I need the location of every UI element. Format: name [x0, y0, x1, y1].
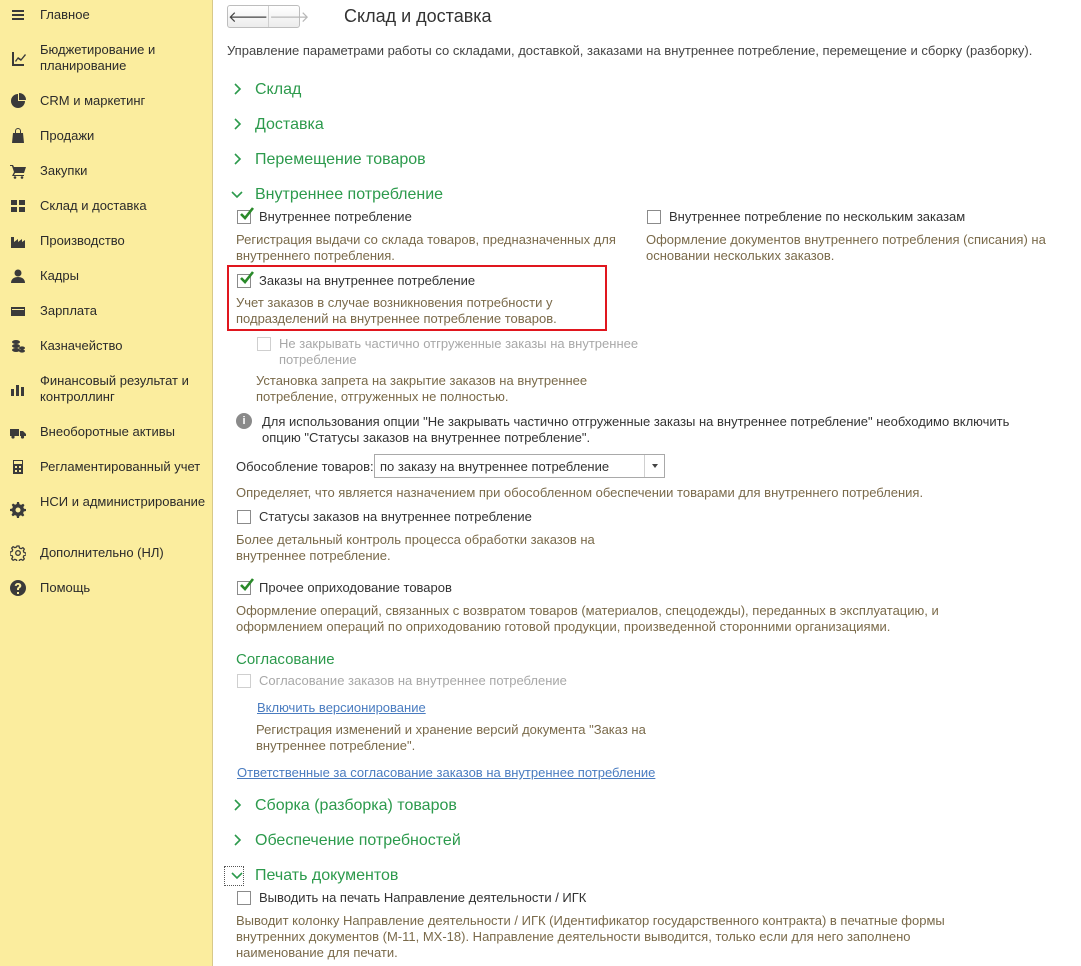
section-title: Внутреннее потребление	[255, 186, 444, 203]
chevron-right-icon	[231, 833, 247, 849]
sidebar-item-label: Бюджетирование и планирование	[40, 42, 156, 73]
isolation-value: по заказу на внутреннее потребление	[380, 459, 610, 474]
internal-orders-hint: Учет заказов в случае возникновения потребности у подразделений на внутреннее потребление товаров.	[236, 295, 557, 326]
chevron-right-icon	[231, 798, 247, 814]
help-icon	[9, 579, 27, 597]
versioning-hint: Регистрация изменений и хранение версий документа "Заказ на внутреннее потребление".	[256, 722, 646, 753]
sidebar-item-label: Внеоборотные активы	[40, 424, 176, 439]
section-printing[interactable]	[231, 867, 398, 885]
budget-icon	[9, 49, 27, 67]
sidebar-item-label: НСИ и администрирование	[40, 494, 206, 509]
section-warehouse[interactable]	[231, 81, 301, 99]
sidebar-item-label: Дополнительно (НЛ)	[40, 545, 164, 560]
history-nav	[227, 5, 310, 28]
forward-button[interactable]	[269, 6, 309, 27]
sidebar-item-fixed-assets[interactable]	[0, 423, 213, 441]
chevron-down-icon	[652, 464, 658, 468]
sidebar-item-purchases[interactable]	[0, 162, 213, 180]
sidebar-item-label: Производство	[40, 233, 125, 248]
checkbox[interactable]	[237, 891, 251, 905]
sidebar	[0, 0, 213, 966]
section-title: Склад	[255, 81, 302, 98]
sidebar-item-salary[interactable]	[0, 302, 213, 320]
section-assembly[interactable]	[231, 797, 457, 815]
sidebar-item-admin[interactable]	[0, 493, 213, 527]
checkbox[interactable]	[237, 210, 251, 224]
chevron-right-icon	[231, 117, 247, 133]
section-title: Обеспечение потребностей	[255, 832, 461, 849]
checkmark-icon	[239, 206, 255, 222]
sidebar-item-help[interactable]	[0, 579, 213, 597]
checkbox[interactable]	[647, 210, 661, 224]
checkbox-label: Статусы заказов на внутреннее потребление	[259, 509, 532, 524]
other-receipt-hint: Оформление операций, связанных с возвратом товаров (материалов, спецодежды), переданных в эксплуатацию, и оформлением операций по оприходованию готовой продукции, произведенной сторонними организациями.	[236, 603, 939, 634]
sidebar-item-hr[interactable]	[0, 267, 213, 285]
checkbox-label: Не закрывать частично отгруженные заказы на внутреннее потребление	[279, 336, 639, 367]
enable-versioning-link[interactable]: Включить версионирование	[257, 700, 426, 715]
isolation-label: Обособление товаров:	[236, 459, 374, 474]
sidebar-item-finance[interactable]	[0, 372, 213, 406]
isolation-hint: Определяет, что является назначением при обособленном обеспечении товарами для внутреннего потребления.	[236, 485, 924, 500]
shopping-bag-icon	[9, 127, 27, 145]
statuses-checkbox[interactable]	[237, 509, 532, 525]
sidebar-item-label: Продажи	[40, 128, 95, 143]
card-icon	[9, 302, 27, 320]
internal-consumption-checkbox[interactable]	[237, 209, 412, 225]
sidebar-item-label: CRM и маркетинг	[40, 93, 146, 108]
checkbox[interactable]	[237, 674, 251, 688]
sidebar-item-regulated[interactable]	[0, 458, 213, 476]
multi-orders-checkbox[interactable]	[647, 209, 965, 225]
sidebar-item-label: Кадры	[40, 268, 79, 283]
checkbox-label: Внутреннее потребление по нескольким заказам	[669, 209, 966, 224]
checkbox[interactable]	[237, 274, 251, 288]
factory-icon	[9, 232, 27, 250]
person-icon	[9, 267, 27, 285]
back-button[interactable]	[228, 6, 269, 27]
chevron-right-icon	[231, 82, 247, 98]
sidebar-item-label: Регламентированный учет	[40, 459, 201, 474]
menu-icon	[9, 6, 27, 24]
cart-icon	[9, 162, 27, 180]
internal-consumption-hint: Регистрация выдачи со склада товаров, предназначенных для внутреннего потребления.	[236, 232, 616, 263]
checkbox[interactable]	[237, 510, 251, 524]
info-icon: i	[236, 413, 252, 429]
main-content	[214, 0, 1081, 966]
no-close-hint: Установка запрета на закрытие заказов на внутреннее потребление, отгруженных не полностью.	[256, 373, 588, 404]
approval-heading: Согласование	[236, 651, 335, 668]
section-title: Сборка (разборка) товаров	[255, 797, 457, 814]
chevron-down-icon	[231, 187, 247, 203]
sidebar-item-warehouse[interactable]	[0, 197, 213, 215]
checkbox-label: Согласование заказов на внутреннее потребление	[259, 673, 567, 688]
sidebar-item-label: Склад и доставка	[40, 198, 147, 213]
section-title: Перемещение товаров	[255, 151, 426, 168]
sidebar-item-label: Помощь	[40, 580, 91, 595]
section-supply[interactable]	[231, 832, 461, 850]
responsible-link[interactable]: Ответственные за согласование заказов на внутреннее потребление	[237, 765, 656, 780]
chevron-down-icon	[231, 868, 247, 884]
gear-outline-icon	[9, 544, 27, 562]
bar-chart-icon	[9, 380, 27, 398]
sidebar-item-label: Главное	[40, 7, 90, 22]
no-close-checkbox[interactable]	[257, 336, 638, 368]
section-movement[interactable]	[231, 151, 426, 169]
sidebar-item-label: Закупки	[40, 163, 88, 178]
section-title: Доставка	[255, 116, 324, 133]
page-title: Склад и доставка	[344, 6, 492, 26]
checkbox[interactable]	[237, 581, 251, 595]
multi-orders-hint: Оформление документов внутреннего потребления (списания) на основании нескольких заказов.	[646, 232, 1046, 263]
sidebar-item-main[interactable]	[0, 6, 213, 24]
section-delivery[interactable]	[231, 116, 324, 134]
sidebar-item-additional[interactable]	[0, 544, 213, 562]
checkbox-label: Прочее оприходование товаров	[259, 580, 452, 595]
sidebar-item-budgeting[interactable]	[0, 41, 213, 75]
print-direction-checkbox[interactable]	[237, 890, 586, 906]
checkbox[interactable]	[257, 337, 271, 351]
other-receipt-checkbox[interactable]	[237, 580, 452, 596]
calculator-icon	[9, 458, 27, 476]
checkmark-icon	[239, 270, 255, 286]
coins-icon	[9, 337, 27, 355]
pie-chart-icon	[9, 92, 27, 110]
checkbox-label: Выводить на печать Направление деятельности / ИГК	[259, 890, 587, 905]
internal-orders-checkbox[interactable]	[237, 273, 475, 289]
section-title: Печать документов	[255, 867, 399, 884]
sidebar-item-label: Финансовый результат и контроллинг	[40, 373, 189, 404]
arrow-right-icon: 🡒	[269, 9, 310, 26]
sidebar-item-label: Казначейство	[40, 338, 123, 353]
dropdown-button[interactable]	[644, 455, 664, 477]
page-description: Управление параметрами работы со складами, доставкой, заказами на внутреннее потребление, перемещение и сборку (разборку).	[227, 43, 1033, 58]
chevron-right-icon	[231, 152, 247, 168]
checkmark-icon	[239, 577, 255, 593]
approval-checkbox[interactable]	[237, 673, 567, 689]
print-direction-hint: Выводит колонку Направление деятельности / ИГК (Идентификатор государственного контракта) в печатные формы внутренних документов (М-11, МХ-18). Направление деятельности выводится, только если для него заполнено наименование для печати.	[236, 913, 945, 960]
sidebar-item-label: Зарплата	[40, 303, 97, 318]
statuses-hint: Более детальный контроль процесса обработки заказов на внутреннее потребление.	[236, 532, 595, 563]
section-internal[interactable]	[231, 186, 443, 204]
sidebar-item-crm[interactable]	[0, 92, 213, 110]
gear-icon	[9, 501, 27, 519]
warehouse-icon	[9, 197, 27, 215]
truck-icon	[9, 423, 27, 441]
sidebar-item-treasury[interactable]	[0, 337, 213, 355]
info-text: Для использования опции "Не закрывать частично отгруженные заказы на внутреннее потребление" необходимо включить опцию "Статусы заказов на внутреннее потребление".	[262, 414, 1010, 445]
checkbox-label: Внутреннее потребление	[259, 209, 412, 224]
checkbox-label: Заказы на внутреннее потребление	[259, 273, 476, 288]
arrow-left-icon: 🡐	[228, 9, 269, 26]
sidebar-item-sales[interactable]	[0, 127, 213, 145]
isolation-select[interactable]	[374, 454, 665, 478]
sidebar-item-production[interactable]	[0, 232, 213, 250]
